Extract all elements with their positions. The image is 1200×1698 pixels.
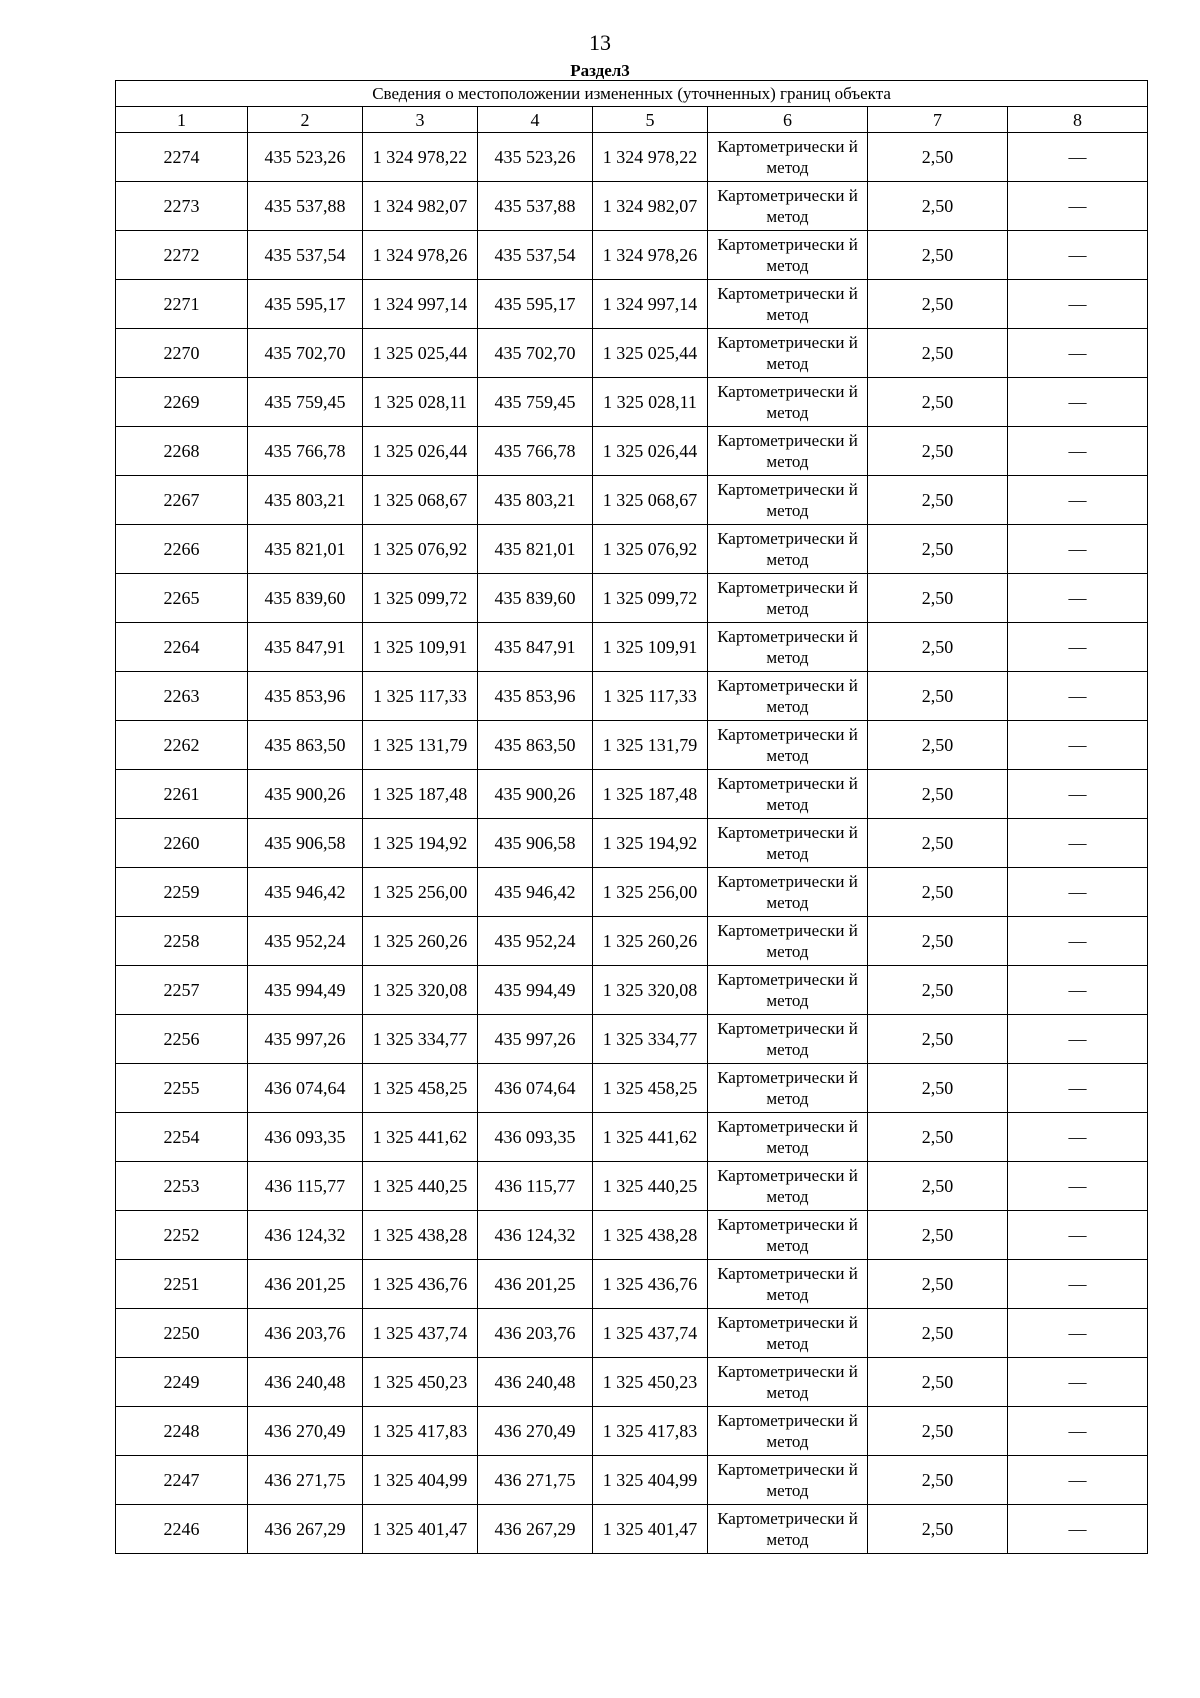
description-cell: — bbox=[1008, 1456, 1148, 1505]
description-cell: — bbox=[1008, 1358, 1148, 1407]
accuracy-cell: 2,50 bbox=[868, 819, 1008, 868]
x-new-cell: 435 839,60 bbox=[478, 574, 593, 623]
x-existing-cell: 436 203,76 bbox=[248, 1309, 363, 1358]
table-row bbox=[116, 1113, 1148, 1162]
point-number-cell: 2265 bbox=[116, 574, 248, 623]
y-new-cell: 1 325 438,28 bbox=[593, 1211, 708, 1260]
x-new-cell: 435 997,26 bbox=[478, 1015, 593, 1064]
y-new-cell: 1 325 131,79 bbox=[593, 721, 708, 770]
y-existing-cell: 1 325 334,77 bbox=[363, 1015, 478, 1064]
table-row bbox=[116, 819, 1148, 868]
y-existing-cell: 1 325 256,00 bbox=[363, 868, 478, 917]
y-new-cell: 1 325 458,25 bbox=[593, 1064, 708, 1113]
table-row bbox=[116, 966, 1148, 1015]
point-number-cell: 2272 bbox=[116, 231, 248, 280]
x-new-cell: 435 946,42 bbox=[478, 868, 593, 917]
table-row bbox=[116, 917, 1148, 966]
method-cell: Картометрически й метод bbox=[708, 1015, 868, 1064]
point-number-cell: 2254 bbox=[116, 1113, 248, 1162]
point-number-cell: 2273 bbox=[116, 182, 248, 231]
x-new-cell: 435 702,70 bbox=[478, 329, 593, 378]
y-new-cell: 1 325 440,25 bbox=[593, 1162, 708, 1211]
accuracy-cell: 2,50 bbox=[868, 1358, 1008, 1407]
method-cell: Картометрически й метод bbox=[708, 1358, 868, 1407]
x-new-cell: 436 267,29 bbox=[478, 1505, 593, 1554]
y-new-cell: 1 324 997,14 bbox=[593, 280, 708, 329]
accuracy-cell: 2,50 bbox=[868, 280, 1008, 329]
x-existing-cell: 435 900,26 bbox=[248, 770, 363, 819]
y-existing-cell: 1 325 458,25 bbox=[363, 1064, 478, 1113]
y-existing-cell: 1 325 260,26 bbox=[363, 917, 478, 966]
description-cell: — bbox=[1008, 770, 1148, 819]
x-existing-cell: 435 759,45 bbox=[248, 378, 363, 427]
accuracy-cell: 2,50 bbox=[868, 574, 1008, 623]
x-new-cell: 435 803,21 bbox=[478, 476, 593, 525]
description-cell: — bbox=[1008, 1162, 1148, 1211]
x-new-cell: 436 201,25 bbox=[478, 1260, 593, 1309]
table-row bbox=[116, 770, 1148, 819]
x-existing-cell: 435 766,78 bbox=[248, 427, 363, 476]
point-number-cell: 2261 bbox=[116, 770, 248, 819]
y-existing-cell: 1 325 450,23 bbox=[363, 1358, 478, 1407]
method-cell: Картометрически й метод bbox=[708, 672, 868, 721]
accuracy-cell: 2,50 bbox=[868, 329, 1008, 378]
method-cell: Картометрически й метод bbox=[708, 1064, 868, 1113]
method-cell: Картометрически й метод bbox=[708, 1407, 868, 1456]
x-new-cell: 435 847,91 bbox=[478, 623, 593, 672]
y-new-cell: 1 324 982,07 bbox=[593, 182, 708, 231]
table-row bbox=[116, 182, 1148, 231]
method-cell: Картометрически й метод bbox=[708, 280, 868, 329]
accuracy-cell: 2,50 bbox=[868, 378, 1008, 427]
x-existing-cell: 435 952,24 bbox=[248, 917, 363, 966]
method-cell: Картометрически й метод bbox=[708, 525, 868, 574]
description-cell: — bbox=[1008, 182, 1148, 231]
point-number-cell: 2247 bbox=[116, 1456, 248, 1505]
description-cell: — bbox=[1008, 574, 1148, 623]
y-new-cell: 1 324 978,26 bbox=[593, 231, 708, 280]
method-cell: Картометрически й метод bbox=[708, 1309, 868, 1358]
method-cell: Картометрически й метод bbox=[708, 1260, 868, 1309]
accuracy-cell: 2,50 bbox=[868, 1064, 1008, 1113]
point-number-cell: 2274 bbox=[116, 133, 248, 182]
table-row bbox=[116, 1407, 1148, 1456]
accuracy-cell: 2,50 bbox=[868, 427, 1008, 476]
y-new-cell: 1 325 404,99 bbox=[593, 1456, 708, 1505]
point-number-cell: 2246 bbox=[116, 1505, 248, 1554]
point-number-cell: 2255 bbox=[116, 1064, 248, 1113]
table-row bbox=[116, 1015, 1148, 1064]
accuracy-cell: 2,50 bbox=[868, 133, 1008, 182]
method-cell: Картометрически й метод bbox=[708, 1162, 868, 1211]
y-new-cell: 1 325 441,62 bbox=[593, 1113, 708, 1162]
method-cell: Картометрически й метод bbox=[708, 133, 868, 182]
point-number-cell: 2256 bbox=[116, 1015, 248, 1064]
y-existing-cell: 1 325 187,48 bbox=[363, 770, 478, 819]
table-row bbox=[116, 231, 1148, 280]
x-existing-cell: 436 093,35 bbox=[248, 1113, 363, 1162]
x-new-cell: 436 074,64 bbox=[478, 1064, 593, 1113]
accuracy-cell: 2,50 bbox=[868, 1456, 1008, 1505]
x-existing-cell: 436 115,77 bbox=[248, 1162, 363, 1211]
method-cell: Картометрически й метод bbox=[708, 231, 868, 280]
accuracy-cell: 2,50 bbox=[868, 623, 1008, 672]
y-new-cell: 1 325 417,83 bbox=[593, 1407, 708, 1456]
table-row bbox=[116, 1309, 1148, 1358]
description-cell: — bbox=[1008, 721, 1148, 770]
x-new-cell: 435 821,01 bbox=[478, 525, 593, 574]
x-existing-cell: 436 240,48 bbox=[248, 1358, 363, 1407]
x-existing-cell: 436 074,64 bbox=[248, 1064, 363, 1113]
column-number: 4 bbox=[478, 107, 593, 133]
description-cell: — bbox=[1008, 1113, 1148, 1162]
y-new-cell: 1 325 436,76 bbox=[593, 1260, 708, 1309]
point-number-cell: 2269 bbox=[116, 378, 248, 427]
y-existing-cell: 1 324 978,26 bbox=[363, 231, 478, 280]
x-new-cell: 436 240,48 bbox=[478, 1358, 593, 1407]
accuracy-cell: 2,50 bbox=[868, 672, 1008, 721]
description-cell: — bbox=[1008, 1309, 1148, 1358]
table-row bbox=[116, 133, 1148, 182]
y-existing-cell: 1 325 099,72 bbox=[363, 574, 478, 623]
method-cell: Картометрически й метод bbox=[708, 476, 868, 525]
y-new-cell: 1 325 099,72 bbox=[593, 574, 708, 623]
table-row bbox=[116, 1358, 1148, 1407]
column-number: 1 bbox=[116, 107, 248, 133]
method-cell: Картометрически й метод bbox=[708, 1113, 868, 1162]
table-row bbox=[116, 574, 1148, 623]
method-cell: Картометрически й метод bbox=[708, 966, 868, 1015]
x-existing-cell: 436 124,32 bbox=[248, 1211, 363, 1260]
table-row bbox=[116, 1211, 1148, 1260]
x-existing-cell: 435 537,88 bbox=[248, 182, 363, 231]
y-existing-cell: 1 325 320,08 bbox=[363, 966, 478, 1015]
x-new-cell: 435 537,88 bbox=[478, 182, 593, 231]
y-existing-cell: 1 325 440,25 bbox=[363, 1162, 478, 1211]
accuracy-cell: 2,50 bbox=[868, 1407, 1008, 1456]
y-existing-cell: 1 324 982,07 bbox=[363, 182, 478, 231]
y-existing-cell: 1 324 997,14 bbox=[363, 280, 478, 329]
point-number-cell: 2263 bbox=[116, 672, 248, 721]
x-new-cell: 436 270,49 bbox=[478, 1407, 593, 1456]
description-cell: — bbox=[1008, 868, 1148, 917]
point-number-cell: 2264 bbox=[116, 623, 248, 672]
y-new-cell: 1 325 194,92 bbox=[593, 819, 708, 868]
table-row bbox=[116, 378, 1148, 427]
accuracy-cell: 2,50 bbox=[868, 1309, 1008, 1358]
accuracy-cell: 2,50 bbox=[868, 917, 1008, 966]
table-row bbox=[116, 329, 1148, 378]
column-number: 6 bbox=[708, 107, 868, 133]
accuracy-cell: 2,50 bbox=[868, 1162, 1008, 1211]
description-cell: — bbox=[1008, 1064, 1148, 1113]
table-row bbox=[116, 1456, 1148, 1505]
method-cell: Картометрически й метод bbox=[708, 182, 868, 231]
y-new-cell: 1 325 117,33 bbox=[593, 672, 708, 721]
y-new-cell: 1 325 187,48 bbox=[593, 770, 708, 819]
x-existing-cell: 435 537,54 bbox=[248, 231, 363, 280]
method-cell: Картометрически й метод bbox=[708, 329, 868, 378]
accuracy-cell: 2,50 bbox=[868, 1260, 1008, 1309]
x-new-cell: 435 906,58 bbox=[478, 819, 593, 868]
method-cell: Картометрически й метод bbox=[708, 770, 868, 819]
table-row bbox=[116, 1162, 1148, 1211]
y-new-cell: 1 325 437,74 bbox=[593, 1309, 708, 1358]
description-cell: — bbox=[1008, 1015, 1148, 1064]
y-new-cell: 1 325 256,00 bbox=[593, 868, 708, 917]
y-new-cell: 1 325 025,44 bbox=[593, 329, 708, 378]
point-number-cell: 2259 bbox=[116, 868, 248, 917]
point-number-cell: 2266 bbox=[116, 525, 248, 574]
table-row bbox=[116, 672, 1148, 721]
x-existing-cell: 436 271,75 bbox=[248, 1456, 363, 1505]
method-cell: Картометрически й метод bbox=[708, 378, 868, 427]
x-existing-cell: 435 595,17 bbox=[248, 280, 363, 329]
x-existing-cell: 435 946,42 bbox=[248, 868, 363, 917]
x-new-cell: 435 595,17 bbox=[478, 280, 593, 329]
x-existing-cell: 436 267,29 bbox=[248, 1505, 363, 1554]
table-row bbox=[116, 1505, 1148, 1554]
point-number-cell: 2267 bbox=[116, 476, 248, 525]
accuracy-cell: 2,50 bbox=[868, 1015, 1008, 1064]
description-cell: — bbox=[1008, 672, 1148, 721]
method-cell: Картометрически й метод bbox=[708, 868, 868, 917]
page-number: 13 bbox=[589, 30, 611, 55]
y-new-cell: 1 325 450,23 bbox=[593, 1358, 708, 1407]
x-new-cell: 435 523,26 bbox=[478, 133, 593, 182]
x-new-cell: 436 093,35 bbox=[478, 1113, 593, 1162]
y-existing-cell: 1 325 026,44 bbox=[363, 427, 478, 476]
y-existing-cell: 1 325 438,28 bbox=[363, 1211, 478, 1260]
description-cell: — bbox=[1008, 476, 1148, 525]
x-existing-cell: 435 994,49 bbox=[248, 966, 363, 1015]
x-new-cell: 436 124,32 bbox=[478, 1211, 593, 1260]
accuracy-cell: 2,50 bbox=[868, 770, 1008, 819]
table-row bbox=[116, 476, 1148, 525]
point-number-cell: 2253 bbox=[116, 1162, 248, 1211]
description-cell: — bbox=[1008, 280, 1148, 329]
y-new-cell: 1 325 109,91 bbox=[593, 623, 708, 672]
table-row bbox=[116, 623, 1148, 672]
table-row bbox=[116, 868, 1148, 917]
description-cell: — bbox=[1008, 1505, 1148, 1554]
point-number-cell: 2251 bbox=[116, 1260, 248, 1309]
y-new-cell: 1 325 334,77 bbox=[593, 1015, 708, 1064]
x-new-cell: 435 994,49 bbox=[478, 966, 593, 1015]
accuracy-cell: 2,50 bbox=[868, 1505, 1008, 1554]
x-existing-cell: 435 906,58 bbox=[248, 819, 363, 868]
method-cell: Картометрически й метод bbox=[708, 1505, 868, 1554]
point-number-cell: 2262 bbox=[116, 721, 248, 770]
table-caption: Сведения о местоположении измененных (уточненных) границ объекта bbox=[116, 81, 1148, 107]
description-cell: — bbox=[1008, 378, 1148, 427]
table-row bbox=[116, 280, 1148, 329]
y-new-cell: 1 325 068,67 bbox=[593, 476, 708, 525]
description-cell: — bbox=[1008, 623, 1148, 672]
x-new-cell: 436 115,77 bbox=[478, 1162, 593, 1211]
x-existing-cell: 435 863,50 bbox=[248, 721, 363, 770]
x-new-cell: 435 853,96 bbox=[478, 672, 593, 721]
column-number: 5 bbox=[593, 107, 708, 133]
method-cell: Картометрически й метод bbox=[708, 427, 868, 476]
description-cell: — bbox=[1008, 525, 1148, 574]
y-existing-cell: 1 324 978,22 bbox=[363, 133, 478, 182]
coordinates-table bbox=[115, 80, 1148, 1554]
y-existing-cell: 1 325 194,92 bbox=[363, 819, 478, 868]
x-new-cell: 436 271,75 bbox=[478, 1456, 593, 1505]
x-existing-cell: 436 201,25 bbox=[248, 1260, 363, 1309]
column-number: 7 bbox=[868, 107, 1008, 133]
description-cell: — bbox=[1008, 1260, 1148, 1309]
table-row bbox=[116, 1064, 1148, 1113]
point-number-cell: 2268 bbox=[116, 427, 248, 476]
y-existing-cell: 1 325 076,92 bbox=[363, 525, 478, 574]
y-existing-cell: 1 325 028,11 bbox=[363, 378, 478, 427]
point-number-cell: 2258 bbox=[116, 917, 248, 966]
y-new-cell: 1 325 076,92 bbox=[593, 525, 708, 574]
description-cell: — bbox=[1008, 133, 1148, 182]
y-existing-cell: 1 325 436,76 bbox=[363, 1260, 478, 1309]
y-existing-cell: 1 325 417,83 bbox=[363, 1407, 478, 1456]
section-title: Раздел3 bbox=[570, 61, 630, 80]
accuracy-cell: 2,50 bbox=[868, 231, 1008, 280]
y-existing-cell: 1 325 025,44 bbox=[363, 329, 478, 378]
accuracy-cell: 2,50 bbox=[868, 525, 1008, 574]
y-existing-cell: 1 325 401,47 bbox=[363, 1505, 478, 1554]
y-new-cell: 1 325 320,08 bbox=[593, 966, 708, 1015]
accuracy-cell: 2,50 bbox=[868, 966, 1008, 1015]
point-number-cell: 2250 bbox=[116, 1309, 248, 1358]
x-new-cell: 436 203,76 bbox=[478, 1309, 593, 1358]
point-number-cell: 2260 bbox=[116, 819, 248, 868]
point-number-cell: 2257 bbox=[116, 966, 248, 1015]
y-existing-cell: 1 325 117,33 bbox=[363, 672, 478, 721]
method-cell: Картометрически й метод bbox=[708, 721, 868, 770]
table-row bbox=[116, 427, 1148, 476]
x-existing-cell: 435 702,70 bbox=[248, 329, 363, 378]
column-number: 8 bbox=[1008, 107, 1148, 133]
accuracy-cell: 2,50 bbox=[868, 868, 1008, 917]
description-cell: — bbox=[1008, 917, 1148, 966]
accuracy-cell: 2,50 bbox=[868, 1113, 1008, 1162]
y-existing-cell: 1 325 131,79 bbox=[363, 721, 478, 770]
x-existing-cell: 436 270,49 bbox=[248, 1407, 363, 1456]
x-existing-cell: 435 523,26 bbox=[248, 133, 363, 182]
method-cell: Картометрически й метод bbox=[708, 819, 868, 868]
method-cell: Картометрически й метод bbox=[708, 1211, 868, 1260]
x-new-cell: 435 952,24 bbox=[478, 917, 593, 966]
x-existing-cell: 435 839,60 bbox=[248, 574, 363, 623]
point-number-cell: 2252 bbox=[116, 1211, 248, 1260]
column-number-row bbox=[116, 107, 1148, 133]
accuracy-cell: 2,50 bbox=[868, 1211, 1008, 1260]
y-new-cell: 1 325 260,26 bbox=[593, 917, 708, 966]
accuracy-cell: 2,50 bbox=[868, 721, 1008, 770]
description-cell: — bbox=[1008, 427, 1148, 476]
table-row bbox=[116, 1260, 1148, 1309]
x-existing-cell: 435 847,91 bbox=[248, 623, 363, 672]
y-new-cell: 1 325 401,47 bbox=[593, 1505, 708, 1554]
description-cell: — bbox=[1008, 1211, 1148, 1260]
description-cell: — bbox=[1008, 966, 1148, 1015]
x-existing-cell: 435 853,96 bbox=[248, 672, 363, 721]
method-cell: Картометрически й метод bbox=[708, 623, 868, 672]
table-row bbox=[116, 721, 1148, 770]
column-number: 2 bbox=[248, 107, 363, 133]
x-new-cell: 435 537,54 bbox=[478, 231, 593, 280]
x-existing-cell: 435 803,21 bbox=[248, 476, 363, 525]
x-new-cell: 435 759,45 bbox=[478, 378, 593, 427]
description-cell: — bbox=[1008, 1407, 1148, 1456]
y-new-cell: 1 325 026,44 bbox=[593, 427, 708, 476]
method-cell: Картометрически й метод bbox=[708, 1456, 868, 1505]
point-number-cell: 2249 bbox=[116, 1358, 248, 1407]
column-number: 3 bbox=[363, 107, 478, 133]
table-row bbox=[116, 525, 1148, 574]
accuracy-cell: 2,50 bbox=[868, 182, 1008, 231]
method-cell: Картометрически й метод bbox=[708, 574, 868, 623]
y-existing-cell: 1 325 441,62 bbox=[363, 1113, 478, 1162]
point-number-cell: 2271 bbox=[116, 280, 248, 329]
y-new-cell: 1 324 978,22 bbox=[593, 133, 708, 182]
x-new-cell: 435 863,50 bbox=[478, 721, 593, 770]
y-existing-cell: 1 325 404,99 bbox=[363, 1456, 478, 1505]
description-cell: — bbox=[1008, 231, 1148, 280]
y-existing-cell: 1 325 109,91 bbox=[363, 623, 478, 672]
x-new-cell: 435 766,78 bbox=[478, 427, 593, 476]
point-number-cell: 2270 bbox=[116, 329, 248, 378]
description-cell: — bbox=[1008, 329, 1148, 378]
description-cell: — bbox=[1008, 819, 1148, 868]
x-new-cell: 435 900,26 bbox=[478, 770, 593, 819]
x-existing-cell: 435 821,01 bbox=[248, 525, 363, 574]
y-existing-cell: 1 325 068,67 bbox=[363, 476, 478, 525]
y-new-cell: 1 325 028,11 bbox=[593, 378, 708, 427]
point-number-cell: 2248 bbox=[116, 1407, 248, 1456]
accuracy-cell: 2,50 bbox=[868, 476, 1008, 525]
method-cell: Картометрически й метод bbox=[708, 917, 868, 966]
y-existing-cell: 1 325 437,74 bbox=[363, 1309, 478, 1358]
x-existing-cell: 435 997,26 bbox=[248, 1015, 363, 1064]
